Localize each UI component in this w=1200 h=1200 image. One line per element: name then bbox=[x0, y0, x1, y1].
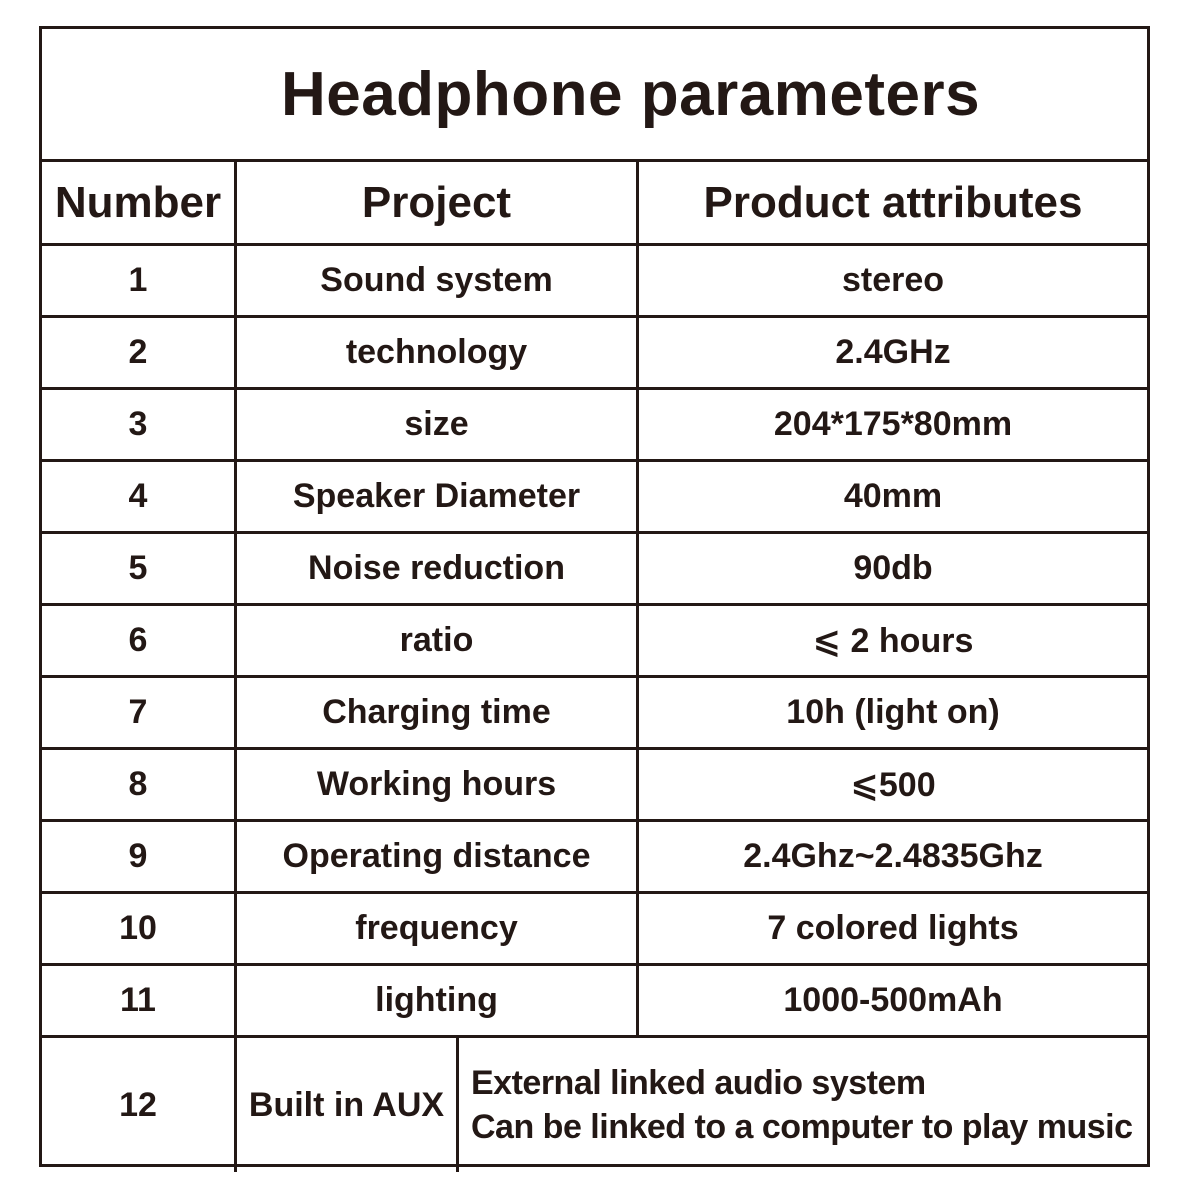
row-project: technology bbox=[237, 318, 639, 387]
header-number: Number bbox=[42, 162, 237, 243]
attribute-line-1: External linked audio system bbox=[471, 1064, 926, 1102]
row-number: 6 bbox=[42, 606, 237, 675]
table-row-aux bbox=[42, 1038, 1147, 1172]
row-attribute: 204*175*80mm bbox=[773, 405, 1013, 443]
row-number: 7 bbox=[42, 678, 237, 747]
table-row bbox=[42, 318, 1147, 390]
row-project: lighting bbox=[237, 966, 639, 1035]
row-project: frequency bbox=[237, 894, 639, 963]
title-row bbox=[42, 29, 1147, 162]
table-row bbox=[42, 750, 1147, 822]
row-project: Sound system bbox=[237, 246, 639, 315]
row-number: 5 bbox=[42, 534, 237, 603]
row-attribute: 40mm bbox=[843, 477, 943, 515]
row-attribute: ⩽ 2 hours bbox=[812, 621, 974, 660]
row-number: 4 bbox=[42, 462, 237, 531]
table-row bbox=[42, 246, 1147, 318]
row-project: Working hours bbox=[237, 750, 639, 819]
row-attribute: stereo bbox=[841, 261, 945, 299]
row-project: Speaker Diameter bbox=[237, 462, 639, 531]
header-attributes: Product attributes bbox=[703, 177, 1083, 227]
table-title: Headphone parameters bbox=[280, 59, 981, 129]
table-row bbox=[42, 894, 1147, 966]
table-row bbox=[42, 678, 1147, 750]
row-attribute: 10h (light on) bbox=[786, 693, 1000, 731]
row-number: 12 bbox=[42, 1038, 237, 1172]
table-row bbox=[42, 966, 1147, 1038]
row-number: 9 bbox=[42, 822, 237, 891]
parameters-table bbox=[39, 26, 1150, 1167]
row-project: size bbox=[237, 390, 639, 459]
row-attribute bbox=[459, 1038, 1147, 1172]
table-row bbox=[42, 606, 1147, 678]
row-attribute: 1000-500mAh bbox=[783, 981, 1003, 1019]
row-project: Built in AUX bbox=[237, 1038, 459, 1172]
row-number: 10 bbox=[42, 894, 237, 963]
attribute-line-2: Can be linked to a computer to play music bbox=[471, 1108, 1133, 1146]
row-number: 2 bbox=[42, 318, 237, 387]
row-attribute: ⩽500 bbox=[850, 765, 936, 804]
table-row bbox=[42, 822, 1147, 894]
row-project: Noise reduction bbox=[237, 534, 639, 603]
row-attribute: 7 colored lights bbox=[767, 909, 1019, 947]
row-project: Charging time bbox=[237, 678, 639, 747]
row-project: Operating distance bbox=[237, 822, 639, 891]
header-project: Project bbox=[237, 162, 639, 243]
row-project: ratio bbox=[237, 606, 639, 675]
row-number: 8 bbox=[42, 750, 237, 819]
row-attribute: 2.4GHz bbox=[835, 333, 951, 371]
row-number: 3 bbox=[42, 390, 237, 459]
row-attribute: 90db bbox=[853, 549, 933, 587]
table-row bbox=[42, 534, 1147, 606]
row-number: 11 bbox=[42, 966, 237, 1035]
row-number: 1 bbox=[42, 246, 237, 315]
row-attribute: 2.4Ghz~2.4835Ghz bbox=[743, 837, 1043, 875]
table-row bbox=[42, 390, 1147, 462]
table-row bbox=[42, 462, 1147, 534]
header-row bbox=[42, 162, 1147, 246]
